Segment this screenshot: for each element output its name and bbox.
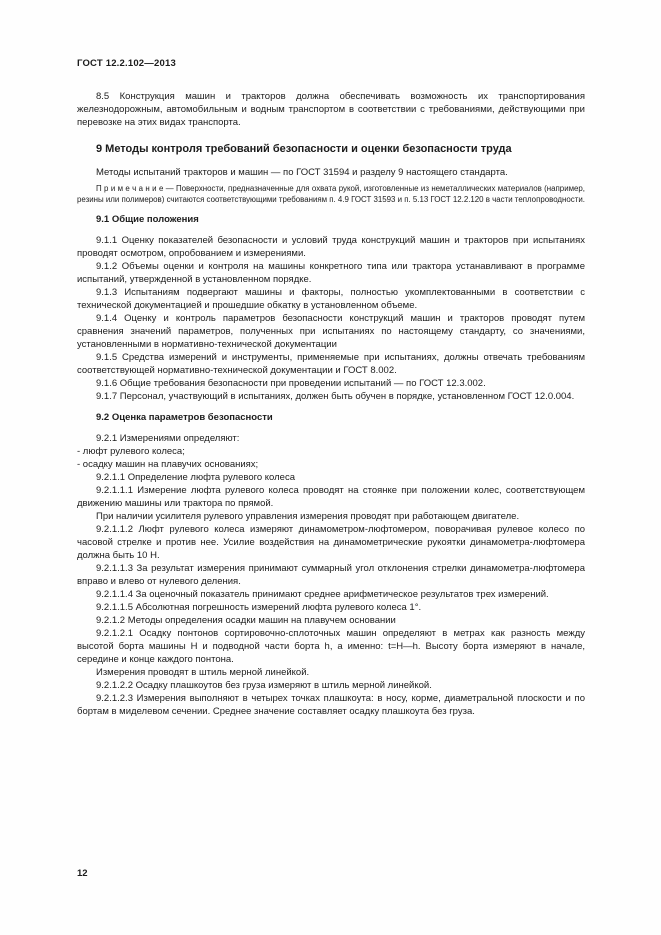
document-header: ГОСТ 12.2.102—2013 — [77, 58, 176, 69]
paragraph-9-2-1-1-2: 9.2.1.1.2 Люфт рулевого колеса измеряют динамометром-люфтомером, поворачивая рулевое колесо по часовой стрелке и против нее. Усилие воздействия на динамометрические рукоятки динамометра-люфтомера должна быть 10 Н. — [77, 524, 585, 562]
subsection-9-2-heading: 9.2 Оценка параметров безопасности — [96, 412, 273, 424]
page-number: 12 — [77, 868, 88, 879]
paragraph-9-2-1: 9.2.1 Измерениями определяют: — [96, 433, 240, 445]
paragraph-9-1-5: 9.1.5 Средства измерений и инструменты, применяемые при испытаниях, должны отвечать требованиям соответствующей нормативно-технической документации и ГОСТ 8.002. — [77, 352, 585, 377]
paragraph-9-1-6: 9.1.6 Общие требования безопасности при проведении испытаний — по ГОСТ 12.3.002. — [96, 378, 486, 390]
paragraph-9-2-1-1-4: 9.2.1.1.4 За оценочный показатель принимают среднее арифметическое результатов трех измерений. — [96, 589, 549, 601]
list-item-luft: - люфт рулевого колеса; — [77, 446, 185, 458]
paragraph-9-2-1-1-3: 9.2.1.1.3 За результат измерения принимают суммарный угол отклонения стрелки динамометра-люфтомера вправо и влево от нулевого деления. — [77, 563, 585, 588]
paragraph-9-2-1-1: 9.2.1.1 Определение люфта рулевого колеса — [96, 472, 295, 484]
paragraph-9-1-1: 9.1.1 Оценку показателей безопасности и условий труда конструкций машин и тракторов при испытаниях проводят осмотром, опробованием и измерениями. — [77, 235, 585, 260]
paragraph-9-2-1-2-3: 9.2.1.2.3 Измерения выполняют в четырех точках плашкоута: в носу, корме, диаметральной плоскости и по бортам в миделевом сечении. Среднее значение составляет осадку плашкоута без груза. — [77, 693, 585, 718]
paragraph-9-1-2: 9.1.2 Объемы оценки и контроля на машины конкретного типа или трактора устанавливают в программе испытаний, утвержденной в установленном порядке. — [77, 261, 585, 286]
paragraph-usilitel: При наличии усилителя рулевого управления измерения проводят при работающем двигателе. — [96, 511, 520, 523]
paragraph-izmereniya-shtil: Измерения проводят в штиль мерной линейкой. — [96, 667, 310, 679]
paragraph-9-2-1-2: 9.2.1.2 Методы определения осадки машин на плавучем основании — [96, 615, 396, 627]
paragraph-9-1-3: 9.1.3 Испытаниям подвергают машины и факторы, полностью укомплектованными в соответствии с технической документацией и прошедшие обкатку в установленном объеме. — [77, 287, 585, 312]
paragraph-9-2-1-1-5: 9.2.1.1.5 Абсолютная погрешность измерений люфта рулевого колеса 1°. — [96, 602, 422, 614]
paragraph-9-2-1-2-2: 9.2.1.2.2 Осадку плашкоутов без груза измеряют в штиль мерной линейкой. — [96, 680, 432, 692]
section-9-heading: 9 Методы контроля требований безопасности и оценки безопасности труда — [96, 143, 512, 155]
paragraph-9-1-4: 9.1.4 Оценку и контроль параметров безопасности конструкций машин и тракторов проводят путем сравнения значений параметров, полученных при испытаниях по настоящему стандарту, со значениями, установленными в нормативно-технической документации — [77, 313, 585, 351]
paragraph-9-2-1-1-1: 9.2.1.1.1 Измерение люфта рулевого колеса проводят на стоянке при положении колес, соответствующем движению машины или трактора по прямой. — [77, 485, 585, 510]
paragraph-9-1-7: 9.1.7 Персонал, участвующий в испытаниях, должен быть обучен в порядке, установленном ГОСТ 12.0.004. — [96, 391, 575, 403]
list-item-osadka: - осадку машин на плавучих основаниях; — [77, 459, 259, 471]
subsection-9-1-heading: 9.1 Общие положения — [96, 214, 199, 226]
paragraph-8-5: 8.5 Конструкция машин и тракторов должна обеспечивать возможность их транспортирования железнодорожным, автомобильным и водным транспортом в соответствии с требованиями, действующими при перевозке на этих видах транспорта. — [77, 91, 585, 128]
paragraph-9-2-1-2-1: 9.2.1.2.1 Осадку понтонов сортировочно-сплоточных машин определяют в метрах как разность между высотой борта машины Н и подводной части борта h, а именно: t=Н—h. Высоту борта измеряют в начале, середине и конце каждого понтона. — [77, 628, 585, 666]
note-paragraph: П р и м е ч а н и е — Поверхности, предназначенные для охвата рукой, изготовленные из неметаллических материалов (например, резины или полимеров) считаются соответствующими требованиям п. 4.9 ГОСТ 31593 и п. 5.13 ГОСТ 12.2.120 в части теплопроводности. — [77, 184, 585, 204]
paragraph-intro: Методы испытаний тракторов и машин — по ГОСТ 31594 и разделу 9 настоящего стандарта. — [96, 167, 508, 178]
